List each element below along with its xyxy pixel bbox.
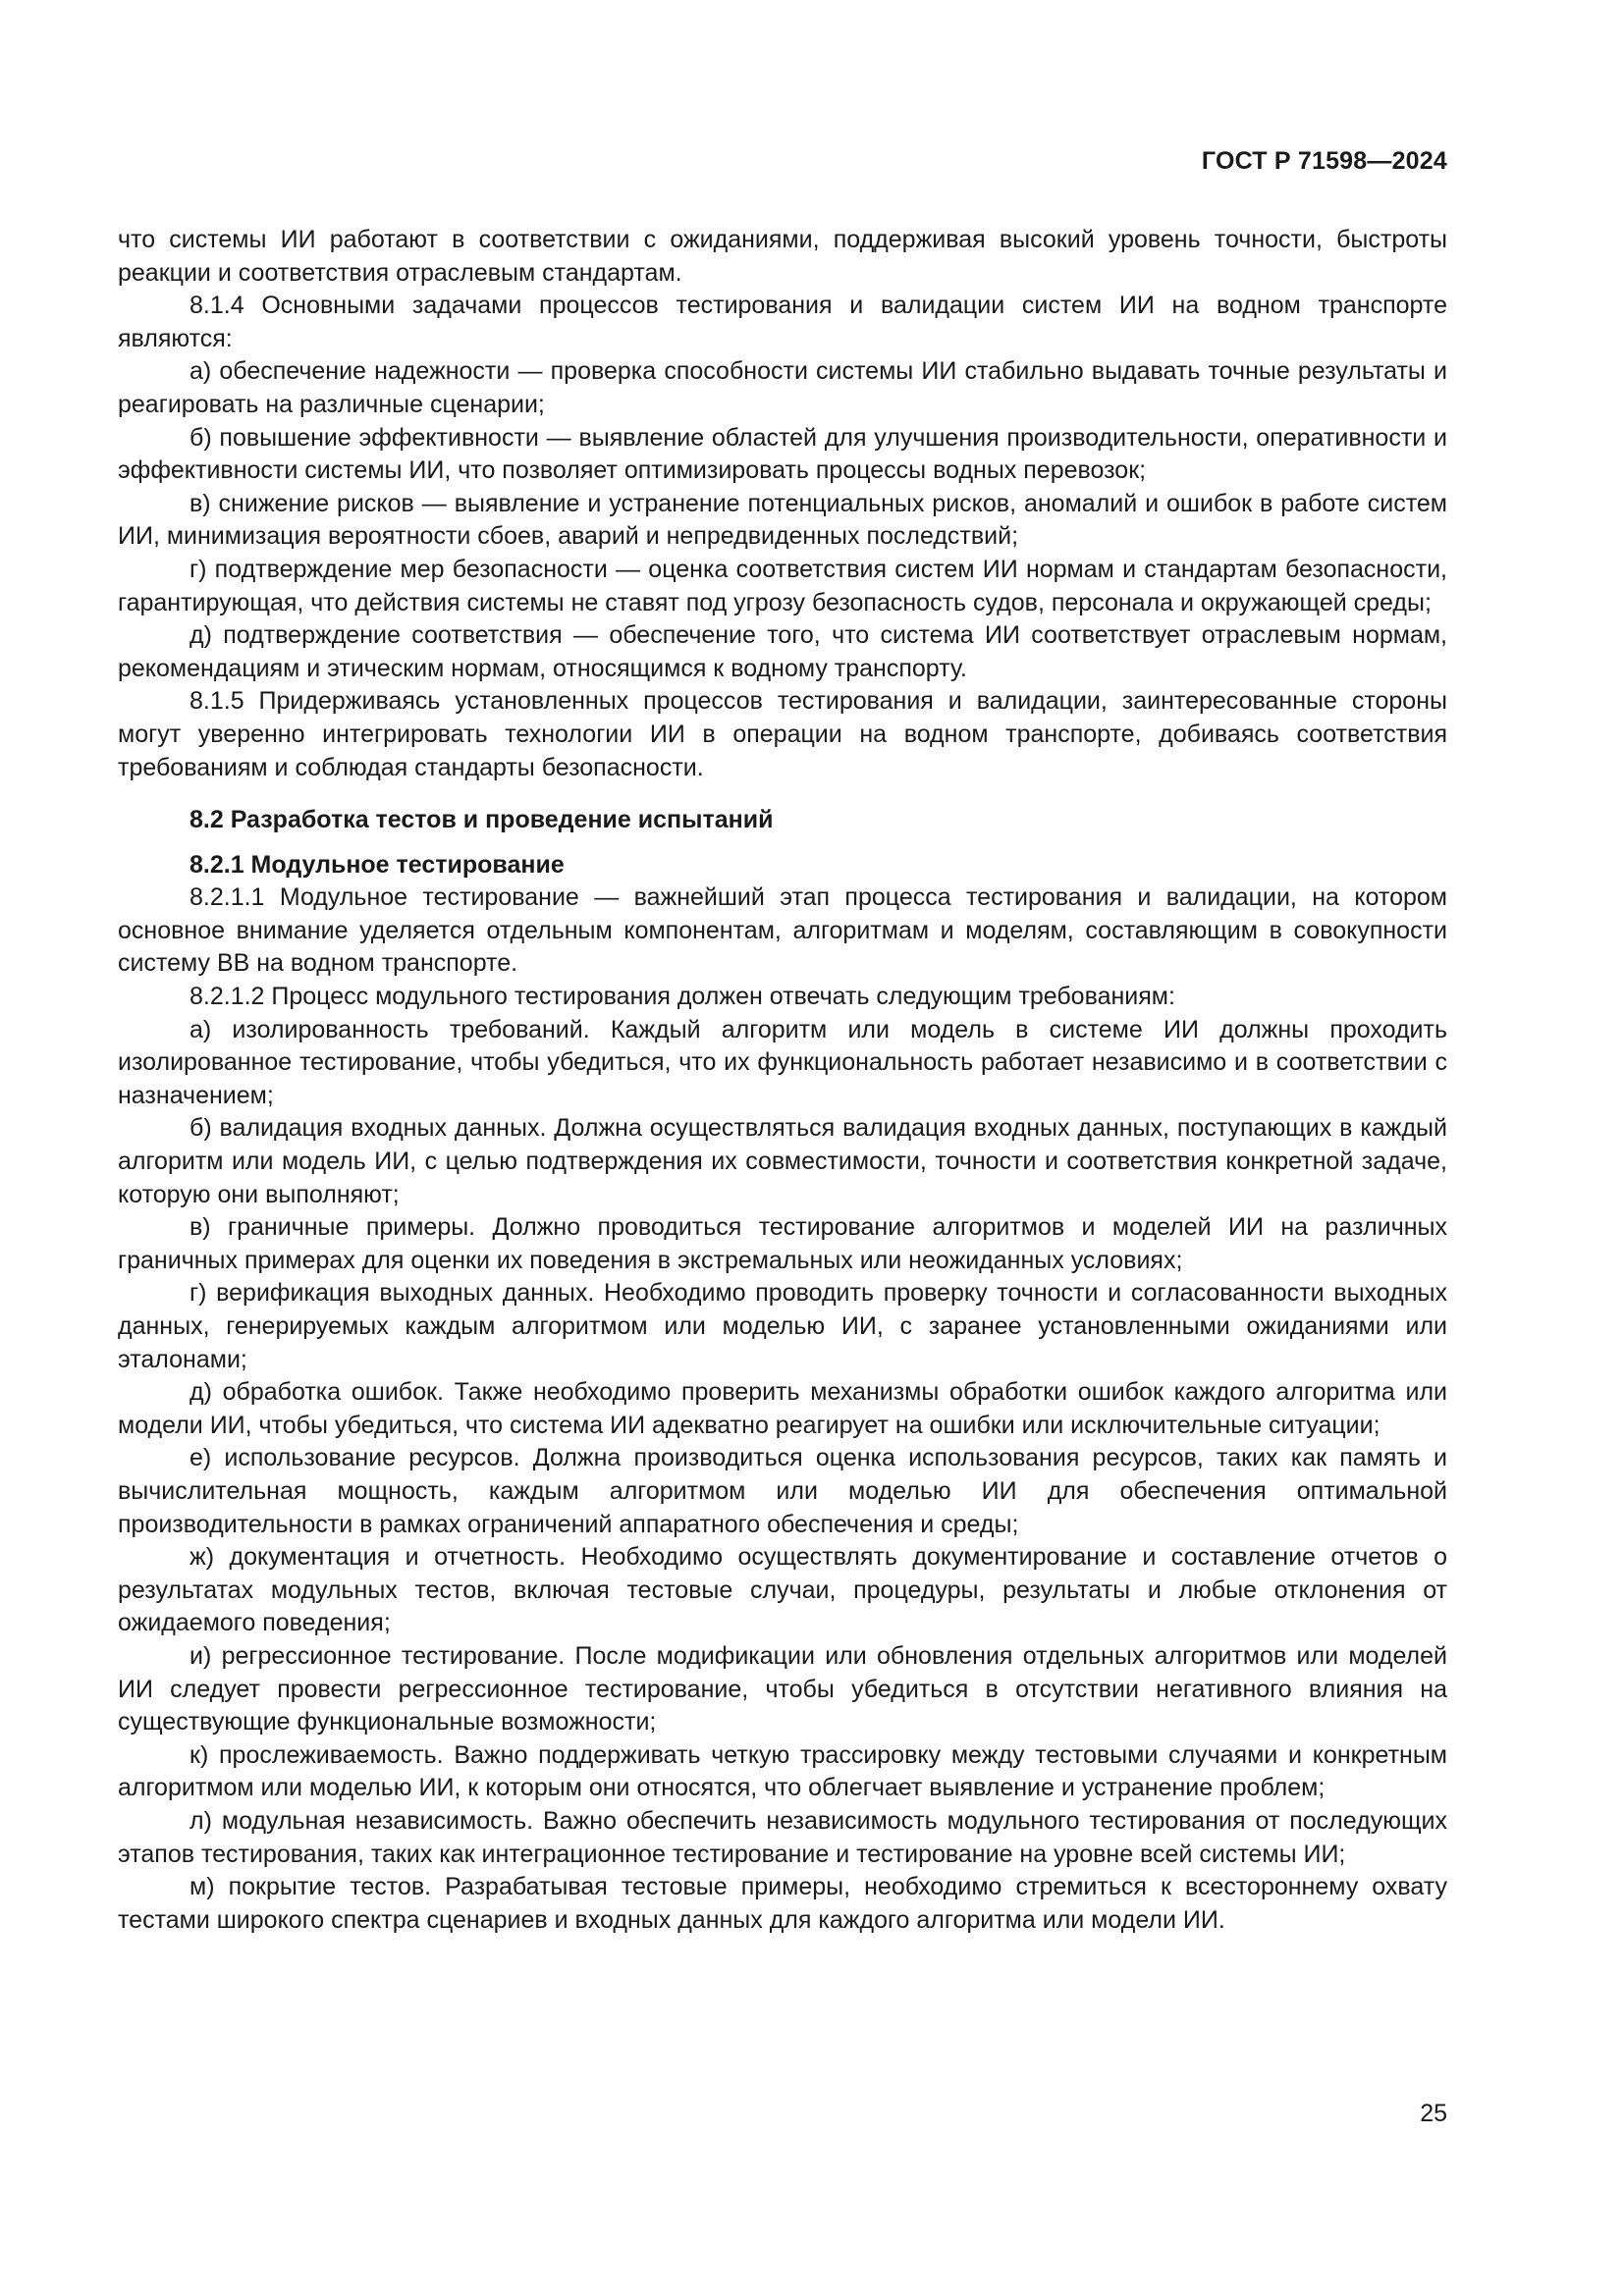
requirement-v: в) граничные примеры. Должно проводиться тестирование алгоритмов и моделей ИИ на различных граничных примерах для оценки их поведения в экстремальных или неожиданных условиях; (118, 1213, 1447, 1274)
paragraph-8-1-4: 8.1.4 Основными задачами процессов тестирования и валидации систем ИИ на водном транспорте являются: (118, 292, 1447, 352)
list-item-g: г) подтверждение мер безопасности — оценка соответствия систем ИИ нормам и стандартам безопасности, гарантирующая, что действия системы не ставят под угрозу безопасность судов, персонала и окружающей среды; (118, 555, 1447, 616)
requirement-e: е) использование ресурсов. Должна производиться оценка использования ресурсов, таких как память и вычислительная мощность, каждым алгоритмом или моделью ИИ для обеспечения оптимальной производительности в рамках ограничений аппаратного обеспечения и среды; (118, 1444, 1447, 1538)
requirement-zh: ж) документация и отчетность. Необходимо осуществлять документирование и составление отчетов о результатах модульных тестов, включая тестовые случаи, процедуры, результаты и любые отклонения от ожидаемого поведения; (118, 1543, 1447, 1637)
paragraph-8-2-1-1: 8.2.1.1 Модульное тестирование — важнейший этап процесса тестирования и валидации, на котором основное внимание уделяется отдельным компонентам, алгоритмам и моделям, составляющим в совокупности систему ВВ на водном транспорте. (118, 883, 1447, 978)
page-number: 25 (1420, 2100, 1447, 2127)
requirement-a: а) изолированность требований. Каждый алгоритм или модель в системе ИИ должны проходить изолированное тестирование, чтобы убедиться, что их функциональность работает независимо и в соответствии с назначением; (118, 1015, 1447, 1109)
requirement-i: и) регрессионное тестирование. После модификации или обновления отдельных алгоритмов или моделей ИИ следует провести регрессионное тестирование, чтобы убедиться в отсутствии негативного влияния на существующие функциональные возможности; (118, 1641, 1447, 1736)
requirement-d: д) обработка ошибок. Также необходимо проверить механизмы обработки ошибок каждого алгоритма или модели ИИ, чтобы убедиться, что система ИИ адекватно реагирует на ошибки или исключительные ситуации; (118, 1378, 1447, 1439)
requirement-l: л) модульная независимость. Важно обеспечить независимость модульного тестирования от последующих этапов тестирования, таких как интеграционное тестирование и тестирование на уровне всей системы ИИ; (118, 1806, 1447, 1868)
requirement-m: м) покрытие тестов. Разрабатывая тестовые примеры, необходимо стремиться к всестороннему охвату тестами широкого спектра сценариев и входных данных для каждого алгоритма или модели ИИ. (118, 1873, 1447, 1934)
paragraph-8-2-1-2: 8.2.1.2 Процесс модульного тестирования должен отвечать следующим требованиям: (189, 983, 1175, 1011)
list-item-v: в) снижение рисков — выявление и устранение потенциальных рисков, аномалий и ошибок в работе систем ИИ, минимизация вероятности сбоев, аварий и непредвиденных последствий; (118, 489, 1447, 551)
section-heading-8-2: 8.2 Разработка тестов и проведение испытаний (189, 806, 774, 834)
subsection-heading-8-2-1: 8.2.1 Модульное тестирование (189, 850, 565, 879)
requirement-g: г) верификация выходных данных. Необходимо проводить проверку точности и согласованности выходных данных, генерируемых каждым алгоритмом или моделью ИИ, с заранее установленными ожиданиями или эталонами; (118, 1279, 1447, 1373)
list-item-d: д) подтверждение соответствия — обеспечение того, что система ИИ соответствует отраслевым нормам, рекомендациям и этическим нормам, относящимся к водному транспорту. (118, 621, 1447, 682)
paragraph-8-1-5: 8.1.5 Придерживаясь установленных процессов тестирования и валидации, заинтересованные стороны могут уверенно интегрировать технологии ИИ в операции на водном транспорте, добиваясь соответствия требованиям и соблюдая стандарты безопасности. (118, 687, 1447, 781)
requirement-b: б) валидация входных данных. Должна осуществляться валидация входных данных, поступающих в каждый алгоритм или модель ИИ, с целью подтверждения их совместимости, точности и соответствия конкретной задаче, которую они выполняют; (118, 1114, 1447, 1208)
requirement-k: к) прослеживаемость. Важно поддерживать четкую трассировку между тестовыми случаями и конкретным алгоритмом или моделью ИИ, к которым они относятся, что облегчает выявление и устранение проблем; (118, 1740, 1447, 1802)
document-body (118, 224, 1447, 1937)
list-item-b: б) повышение эффективности — выявление областей для улучшения производительности, оперативности и эффективности системы ИИ, что позволяет оптимизировать процессы водных перевозок; (118, 423, 1447, 485)
document-header: ГОСТ Р 71598—2024 (1201, 147, 1447, 175)
paragraph-continuation: что системы ИИ работают в соответствии с ожиданиями, поддерживая высокий уровень точности, быстроты реакции и соответствия отраслевым стандартам. (118, 226, 1447, 287)
list-item-a: а) обеспечение надежности — проверка способности системы ИИ стабильно выдавать точные результаты и реагировать на различные сценарии; (118, 357, 1447, 418)
